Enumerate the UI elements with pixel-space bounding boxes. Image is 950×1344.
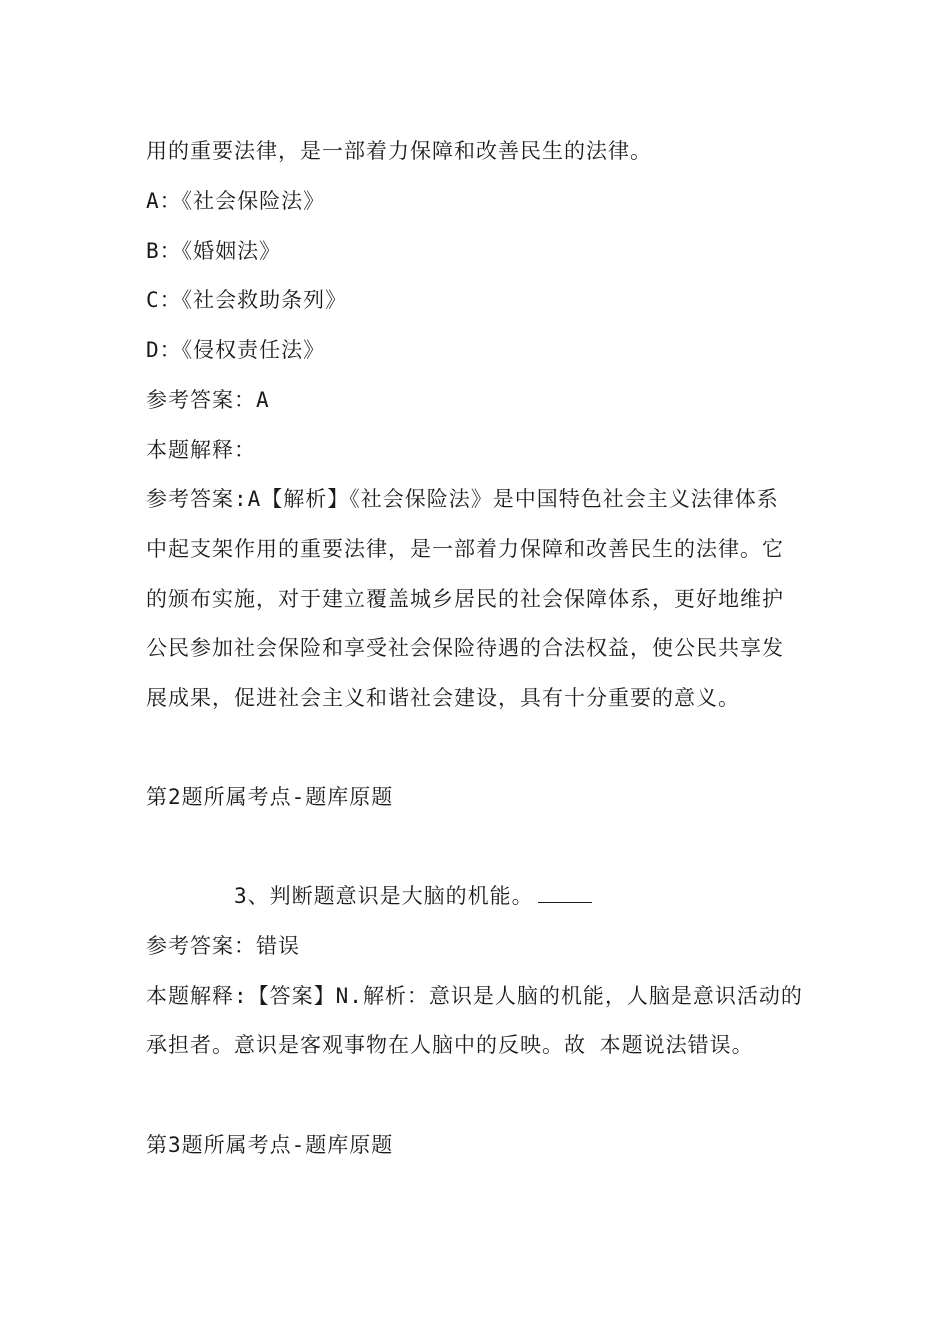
q2-option-c: C：《社会救助条列》 (146, 288, 348, 312)
q2-stem-end: 用的重要法律，是一部着力保障和改善民生的法律。 (146, 139, 652, 163)
q2-explanation-line: 公民参加社会保险和享受社会保险待遇的合法权益，使公民共享发 (146, 636, 784, 660)
answer-blank (538, 882, 592, 903)
q3-explanation-line: 本题解释:【答案】N.解析：意识是人脑的机能，人脑是意识活动的 (146, 984, 803, 1008)
q3-explanation-line: 承担者。意识是客观事物在人脑中的反映。故 本题说法错误。 (146, 1033, 754, 1057)
q2-explanation-line: 展成果，促进社会主义和谐社会建设，具有十分重要的意义。 (146, 686, 740, 710)
q2-option-a: A：《社会保险法》 (146, 189, 326, 213)
q2-explanation-line: 中起支架作用的重要法律，是一部着力保障和改善民生的法律。它 (146, 537, 784, 561)
q2-answer: 参考答案：A (146, 388, 270, 412)
q3-answer: 参考答案：错误 (146, 934, 300, 958)
q2-explanation-line: 的颁布实施，对于建立覆盖城乡居民的社会保障体系，更好地维护 (146, 587, 784, 611)
q2-category: 第2题所属考点-题库原题 (146, 785, 394, 809)
q2-explanation-line: 参考答案:A【解析】《社会保险法》是中国特色社会主义法律体系 (146, 487, 779, 511)
q3-stem-text: 3、判断题意识是大脑的机能。 (234, 884, 534, 908)
q2-explanation-label: 本题解释： (146, 438, 256, 462)
q2-option-d: D：《侵权责任法》 (146, 338, 326, 362)
q3-category: 第3题所属考点-题库原题 (146, 1133, 394, 1157)
q2-option-b: B：《婚姻法》 (146, 239, 282, 263)
q3-stem (234, 882, 592, 910)
